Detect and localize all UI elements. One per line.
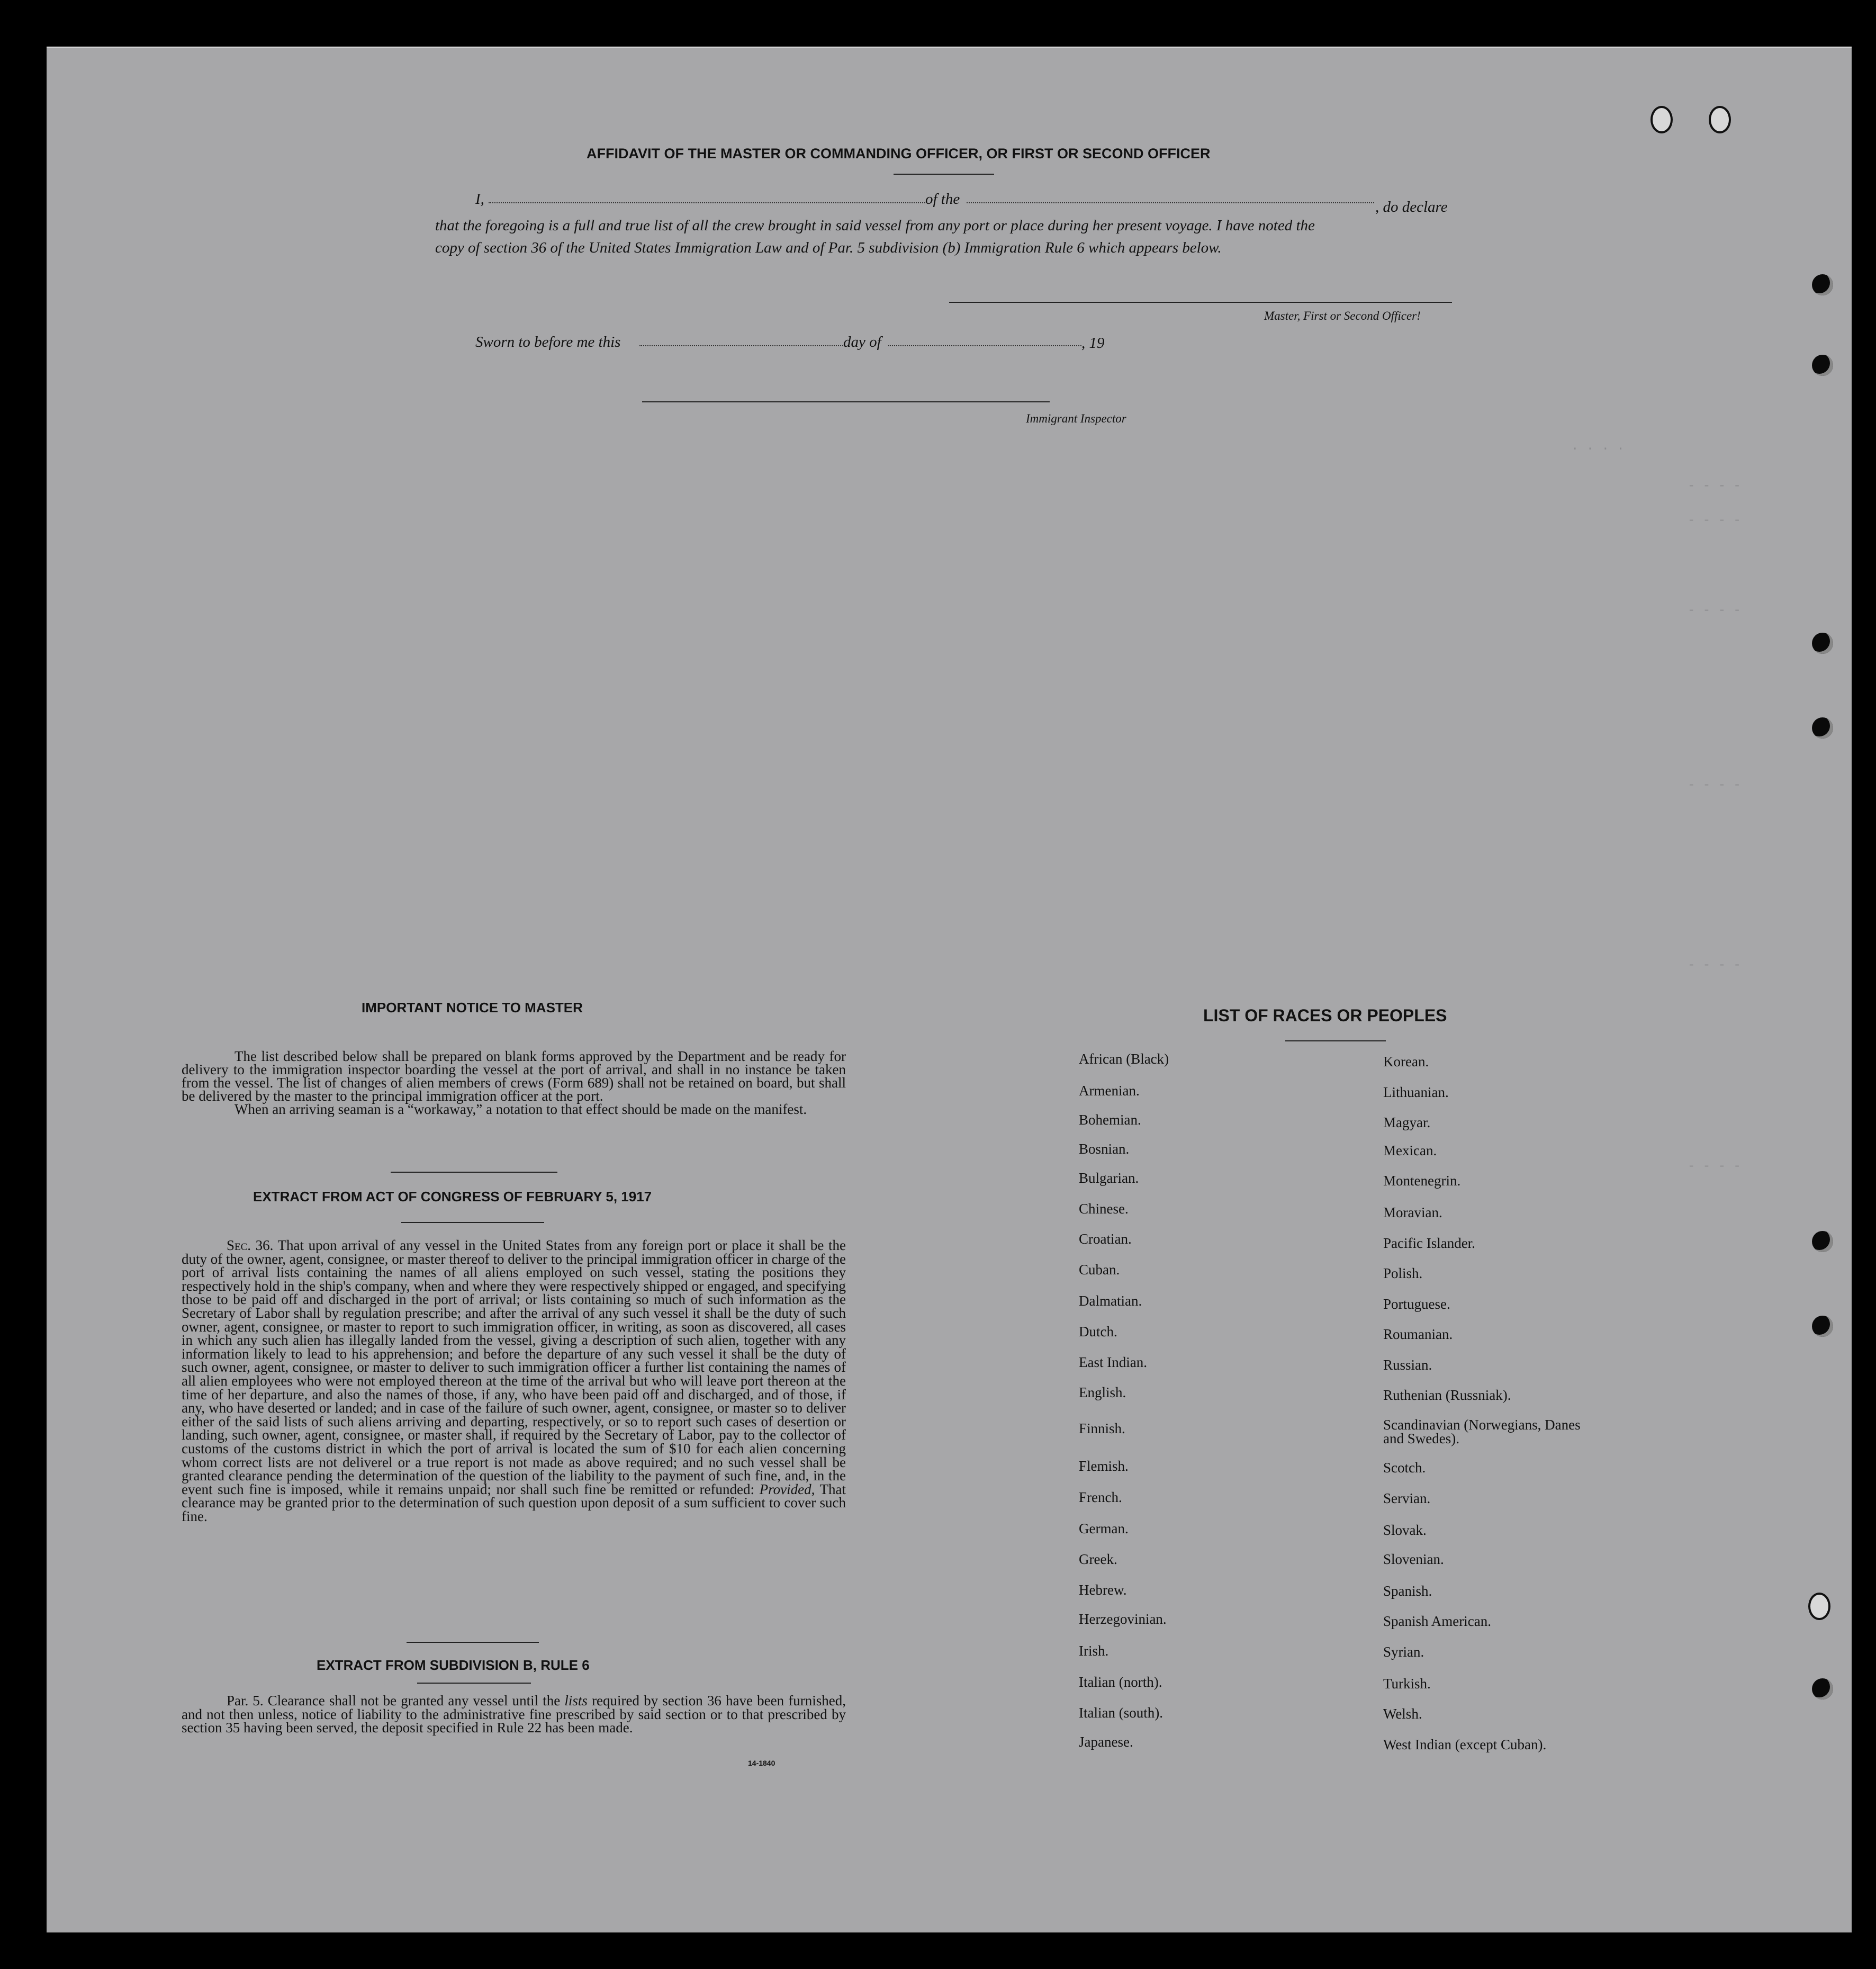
rule-text-end: required by section 36 have been furnished, and not then unless, notice of liability to the administrative fine prescribed by said section or to that prescribed by section 35 having been served, the deposit specified in Rule 22 has been made. [182,1693,846,1736]
race-item: African (Black) [1079,1051,1169,1067]
race-item: Croatian. [1079,1231,1132,1247]
race-item: Cuban. [1079,1262,1120,1278]
race-item: English. [1079,1384,1126,1400]
race-item: Bosnian. [1079,1141,1130,1157]
divider [391,1172,557,1173]
race-item: West Indian (except Cuban). [1383,1737,1547,1752]
affidavit-line2: that the foregoing is a full and true list of all the crew brought in said vessel from any port or place during her present voyage. I have noted the [435,217,1315,234]
form-sheet [47,47,1852,1932]
race-item: Russian. [1383,1357,1432,1373]
divider [894,174,994,175]
lists-word: lists [564,1693,588,1709]
affidavit-line3: copy of section 36 of the United States Immigration Law and of Par. 5 subdivision (b) Immigration Rule 6 which appears below. [435,239,1222,256]
race-item: Hebrew. [1079,1582,1127,1598]
sworn-day-of: day of [843,334,881,350]
binder-hole-icon [1812,717,1833,739]
show-through-mark: - - - - [1688,479,1741,493]
race-item: Slovak. [1383,1522,1427,1538]
binder-hole-icon [1808,1593,1830,1620]
race-item: Moravian. [1383,1204,1442,1220]
race-item: Italian (south). [1079,1705,1163,1721]
rule-extract-body [182,1694,846,1735]
notice-paragraph: When an arriving seaman is a “workaway,” a notation to that effect should be made on the manifest. [234,1101,807,1117]
binder-hole-icon [1709,106,1731,133]
race-item: Korean. [1383,1054,1429,1069]
race-item: Scotch. [1383,1460,1426,1476]
affidavit-line1-end: , do declare [1375,199,1448,215]
race-item: Bohemian. [1079,1112,1141,1128]
act-text: That upon arrival of any vessel in the United States from any foreign port or place it shall be the duty of the owner, agent, consignee, or master thereof to deliver to the principal immigration officer in charge of the port of arrival lists containing the names of all aliens employed on such vessel, stating the positions they respectively hold in the ship's company, when and where they were respectively shipped or engaged, and specifying those to be paid off and discharged in the port of arrival; or lists containing so much of such information as the Secretary of Labor shall by regulation prescribe; and after the arrival of any such vessel it shall be the duty of such owner, agent, consignee, or master to report to such immigration officer, in writing, as soon as discovered, all cases in which any such alien has illegally landed from the vessel, giving a description of such alien, together with any information likely to lead to his apprehension; and before the departure of any such vessel it shall be the duty of such owner, agent, consignee, or master to deliver to such immigration officer a further list containing the names of all alien employees who were not employed thereon at the time of the arrival but who will leave port thereon at the time of her departure, and also the names of those, if any, who have been paid off and discharged, and of those, if any, who have deserted or landed; and in case of the failure of such owner, agent, consignee, or master so to deliver either of the said lists of such aliens arriving and departing, respectively, or so to report such cases of desertion or landing, such owner, agent, consignee, or master shall, if required by the Secretary of Labor, pay to the collector of customs of the customs district in which the port of arrival is located the sum of $10 for each alien concerning whom correct lists are not deliverel or a true report is not made as above required; and no such vessel shall be granted clearance pending the determination of the question of the liability to the payment of such fine, and, in the event such fine is imposed, while it remains unpaid; nor shall such fine be remitted or refunded: [182,1237,846,1497]
race-item: Portuguese. [1383,1296,1450,1312]
master-signature-line[interactable] [949,302,1452,303]
binder-hole-icon [1812,274,1833,295]
race-item: Magyar. [1383,1114,1431,1130]
sworn-month-field[interactable] [888,345,1081,346]
race-item: Herzegovinian. [1079,1611,1167,1627]
race-item: German. [1079,1521,1129,1536]
divider [1285,1040,1386,1041]
race-item: Ruthenian (Russniak). [1383,1387,1511,1403]
binder-hole-icon [1812,1678,1833,1700]
act-text-end: That clearance may be granted prior to the determination of such question upon deposit of a sum sufficient to cover such fine. [182,1481,846,1524]
race-item: Turkish. [1383,1676,1431,1692]
section-label: Sec. 36. [227,1237,274,1253]
notice-paragraph: The list described below shall be prepared on blank forms approved by the Department and be ready for delivery to the immigration inspector boarding the vessel at the port of arrival, and shall in no instance be taken from the vessel. The list of changes of alien members of crews (Form 689) shall not be retained on board, but shall be delivered by the master to the principal immigration officer at the port. [182,1048,846,1104]
race-item: Armenian. [1079,1083,1140,1099]
race-item: Lithuanian. [1383,1084,1449,1100]
race-item: Scandinavian (Norwegians, Danes and Swedes). [1383,1417,1581,1446]
sworn-year: , 19 [1081,335,1105,352]
sworn-day-field[interactable] [639,345,843,346]
binder-hole-icon [1812,1316,1833,1337]
show-through-mark: - - - - [1688,778,1741,793]
race-item: Spanish. [1383,1583,1432,1599]
show-through-mark: - - - - [1688,514,1741,528]
show-through-mark: · · · · [1571,442,1625,456]
race-item: Polish. [1383,1265,1423,1281]
affidavit-title: AFFIDAVIT OF THE MASTER OR COMMANDING OFFICER, OR FIRST OR SECOND OFFICER [587,146,1211,161]
affidavit-line1-mid: of the [925,191,960,208]
race-item: Greek. [1079,1551,1117,1567]
races-title: LIST OF RACES OR PEOPLES [1203,1006,1447,1025]
sworn-text: Sworn to before me this [475,334,621,350]
vessel-name-field[interactable] [967,202,1374,203]
show-through-mark: - - - - [1688,958,1741,973]
divider [407,1642,539,1643]
notice-title: IMPORTANT NOTICE TO MASTER [362,1000,583,1015]
form-number: 14-1840 [748,1759,775,1767]
race-item: Pacific Islander. [1383,1235,1475,1251]
rule-text: Par. 5. Clearance shall not be granted any vessel until the [227,1693,565,1709]
race-item: Roumanian. [1383,1326,1453,1342]
race-item: Bulgarian. [1079,1170,1139,1186]
provided-word: Provided, [759,1481,815,1497]
divider [417,1683,531,1684]
act-extract-body [182,1239,846,1523]
race-item: Chinese. [1079,1201,1129,1217]
binder-hole-icon [1812,633,1833,654]
divider [401,1222,544,1223]
race-item: Syrian. [1383,1644,1424,1660]
affidavit-line1-start: I, [475,191,484,208]
rule-extract-title: EXTRACT FROM SUBDIVISION B, RULE 6 [317,1657,590,1673]
race-item: Welsh. [1383,1706,1422,1722]
race-item: Dalmatian. [1079,1293,1142,1309]
race-item: East Indian. [1079,1354,1147,1370]
race-item: Japanese. [1079,1734,1133,1750]
race-item: Montenegrin. [1383,1173,1461,1189]
show-through-mark: - - - - [1688,1159,1741,1174]
race-item: Finnish. [1079,1420,1125,1436]
binder-hole-icon [1812,355,1833,376]
binder-hole-icon [1812,1231,1833,1252]
inspector-signature-line[interactable] [642,401,1050,402]
race-item: Servian. [1383,1490,1431,1506]
race-item: Mexican. [1383,1143,1437,1158]
race-item: French. [1079,1489,1122,1505]
race-item: Flemish. [1079,1458,1129,1474]
race-item: Italian (north). [1079,1674,1162,1690]
inspector-label: Immigrant Inspector [1026,412,1126,425]
master-signature-label: Master, First or Second Officer! [1264,309,1421,322]
race-item: Spanish American. [1383,1613,1491,1629]
race-item: Irish. [1079,1643,1109,1659]
act-extract-title: EXTRACT FROM ACT OF CONGRESS OF FEBRUARY 5, 1917 [253,1189,652,1204]
race-item: Dutch. [1079,1324,1117,1339]
master-name-field[interactable] [489,202,925,203]
notice-body [182,1050,846,1116]
binder-hole-icon [1650,106,1673,133]
race-item: Slovenian. [1383,1551,1444,1567]
show-through-mark: - - - - [1688,604,1741,618]
